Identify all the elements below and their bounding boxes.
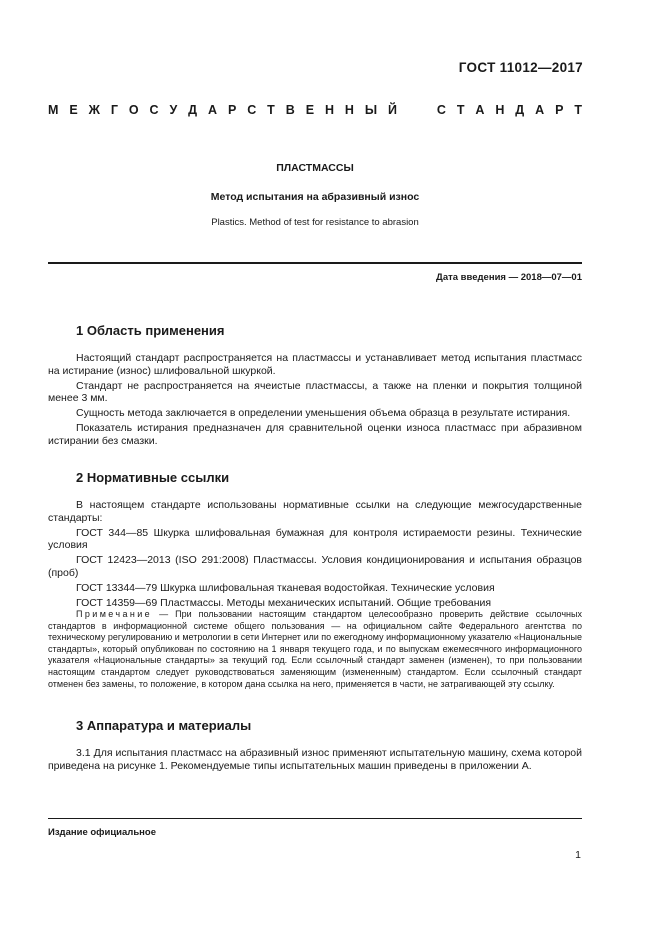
section-heading: 2 Нормативные ссылки bbox=[76, 470, 230, 485]
letter: Д bbox=[188, 103, 198, 117]
letter: А bbox=[208, 103, 218, 117]
section-heading: 3 Аппаратура и материалы bbox=[76, 718, 252, 733]
introduction-date: Дата введения — 2018—07—01 bbox=[436, 272, 582, 283]
document-number: ГОСТ 11012—2017 bbox=[458, 60, 583, 75]
edition-label: Издание официальное bbox=[48, 827, 156, 838]
reference-item: ГОСТ 344—85 Шкурка шлифовальная бумажная для контроля истираемости резины. Технические условия bbox=[48, 526, 582, 552]
paragraph: Показатель истирания предназначен для сравнительной оценки износа пластмасс при абразивном истирании без смазки. bbox=[48, 422, 582, 448]
letter: С bbox=[247, 103, 257, 117]
standard-type-heading bbox=[48, 103, 582, 117]
section-body bbox=[48, 499, 582, 612]
letter: Е bbox=[69, 103, 78, 117]
section-body bbox=[48, 747, 582, 775]
paragraph: Настоящий стандарт распространяется на пластмассы и устанавливает метод испытания пластмасс на истирание (износ) шлифовальной шкуркой. bbox=[48, 352, 582, 377]
reference-item: ГОСТ 12423—2013 (ISO 291:2008) Пластмассы. Условия кондиционирования и испытания образцов (проб) bbox=[48, 554, 582, 579]
letter: Ы bbox=[364, 103, 378, 117]
paragraph: В настоящем стандарте использованы нормативные ссылки на следующие межгосударственные стандарты: bbox=[48, 499, 582, 524]
letter: О bbox=[128, 103, 139, 117]
paragraph: Сущность метода заключается в определении уменьшения объема образца в результате истирания. bbox=[76, 407, 571, 420]
letter: В bbox=[285, 103, 295, 117]
letter: Т bbox=[456, 103, 465, 117]
standard-subtitle: Метод испытания на абразивный износ bbox=[210, 191, 420, 203]
letter: Н bbox=[344, 103, 354, 117]
note bbox=[48, 609, 582, 690]
reference-item: ГОСТ 14359—69 Пластмассы. Методы механических испытаний. Общие требования bbox=[76, 597, 492, 610]
section-body bbox=[48, 352, 582, 450]
note-paragraph bbox=[48, 609, 582, 690]
letter: Т bbox=[267, 103, 275, 117]
letter: Н bbox=[324, 103, 334, 117]
letter: М bbox=[48, 103, 59, 117]
word-gap bbox=[408, 103, 426, 117]
title-divider bbox=[48, 262, 582, 264]
letter: Р bbox=[227, 103, 237, 117]
footer-divider bbox=[48, 818, 582, 819]
letter: Ж bbox=[88, 103, 100, 117]
letter: Д bbox=[515, 103, 525, 117]
letter: Р bbox=[555, 103, 564, 117]
letter: Т bbox=[574, 103, 582, 117]
note-text: — При пользовании настоящим стандартом целесообразно проверить действие ссылочных стандартов в информационной системе общего пользования — на официальном сайте Федерального агентства по техническому регулированию и метрологии в сети Интернет или по ежегодному информационному указателю «Национальные стандарты», который опубликован по состоянию на 1 января текущего года, и по выпускам ежемесячного информационного указателя «Национальные стандарты» за текущий год. Если ссылочный стандарт заменен (изменен), то при пользовании настоящим стандартом следует руководствоваться заменяющим (измененным) стандартом. Если ссылочный стандарт отменен без замены, то положение, в котором дана ссылка на него, применяется в части, не затрагивающей эту ссылку. bbox=[48, 609, 582, 689]
english-title: Plastics. Method of test for resistance to abrasion bbox=[211, 217, 419, 228]
letter: С bbox=[436, 103, 446, 117]
letter: С bbox=[149, 103, 159, 117]
paragraph: 3.1 Для испытания пластмасс на абразивный износ применяют испытательную машину, схема которой приведена на рисунке 1. Рекомендуемые типы испытательных машин приведены в приложении А. bbox=[48, 747, 582, 772]
letter: У bbox=[169, 103, 178, 117]
reference-item: ГОСТ 13344—79 Шкурка шлифовальная тканевая водостойкая. Технические условия bbox=[76, 582, 495, 595]
letter: А bbox=[535, 103, 545, 117]
letter: Й bbox=[388, 103, 398, 117]
paragraph: Стандарт не распространяется на ячеистые пластмассы, а также на пленки и покрытия толщиной менее 3 мм. bbox=[48, 379, 582, 405]
note-label: Примечание bbox=[76, 609, 153, 619]
letter: А bbox=[475, 103, 485, 117]
letter: Н bbox=[495, 103, 505, 117]
page-number: 1 bbox=[575, 849, 581, 861]
letter: Г bbox=[110, 103, 118, 117]
letter: Е bbox=[305, 103, 315, 117]
standard-title: ПЛАСТМАССЫ bbox=[276, 162, 354, 174]
section-heading: 1 Область применения bbox=[76, 323, 225, 338]
